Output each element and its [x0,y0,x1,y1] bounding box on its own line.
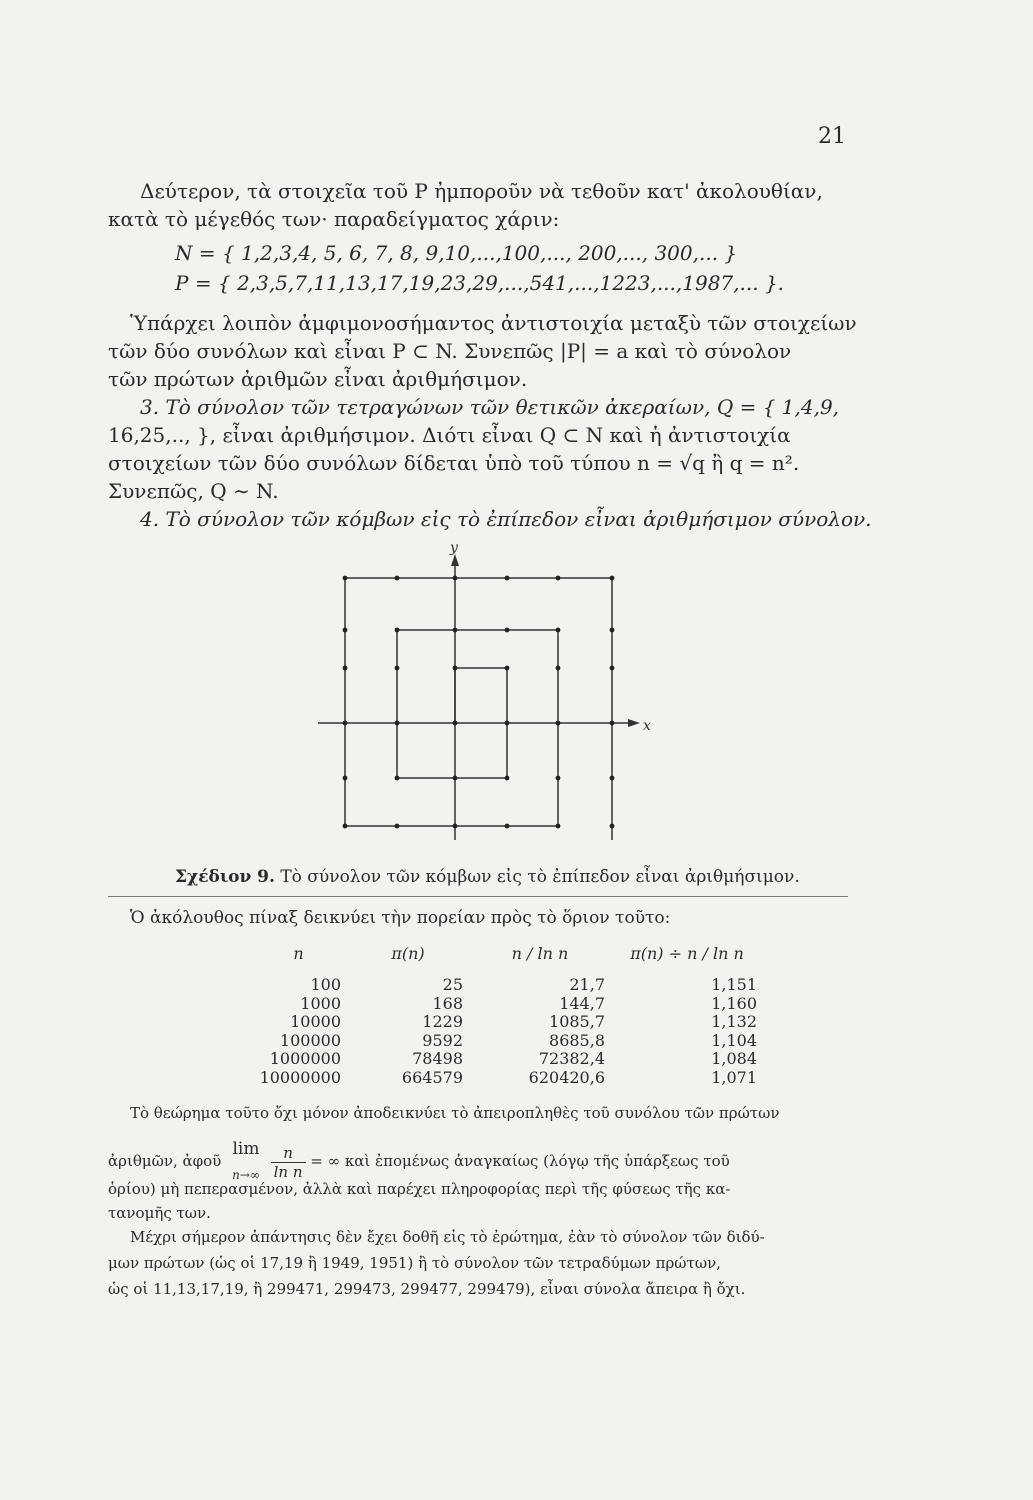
fraction: $\frac{n}{\text{ln n}}$ [271,1144,306,1181]
limit-line: ἀριθμῶν, ἀφοῦ lim n→∞ $\frac{n}{\text{ln n}}$ = ∞ καὶ ἐπομένως ἀναγκαίως (λόγῳ τῆς ὑπάρξεως τοῦ [108,1136,730,1188]
text-line: τανομῆς των. [108,1204,211,1222]
equation-n: N = { 1,2,3,4, 5, 6, 7, 8, 9,10,...,100,..., 200,..., 300,... } [175,241,738,265]
header-ratio: n / ln n [511,943,569,963]
text-line: 3. Τὸ σύνολον τῶν τετραγώνων τῶν θετικῶν ἀκεραίων, Q = { 1,4,9, [140,395,840,419]
spiral-path [345,578,612,840]
text-line: ὁρίου) μὴ πεπερασμένον, ἀλλὰ καὶ παρέχει πληροφορίας περὶ τῆς φύσεως τῆς κα- [108,1180,731,1198]
table-row: 10000000 664579 620420,6 1,071 [259,1067,757,1087]
header-n: n [293,943,304,963]
text-line: Μέχρι σήμερον ἀπάντησις δὲν ἔχει δοθῆ εἰς τὸ ἐρώτημα, ἐὰν τὸ σύνολον τῶν διδύ- [130,1228,765,1246]
limit-expression: lim n→∞ [232,1139,260,1182]
text-line: μων πρώτων (ὡς οἱ 17,19 ἢ 1949, 1951) ἢ τὸ σύνολον τῶν τετραδύμων πρώτων, [108,1254,721,1272]
y-label: y [450,540,458,556]
table-row: 100000 9592 8685,8 1,104 [279,1030,757,1050]
spiral-figure [300,540,660,850]
caption-text: Τὸ σύνολον τῶν κόμβων εἰς τὸ ἐπίπεδον εἶναι ἀριθμήσιμον. [280,867,800,887]
x-arrow-icon [628,719,640,727]
text-line: 4. Τὸ σύνολον τῶν κόμβων εἰς τὸ ἐπίπεδον εἶναι ἀριθμήσιμον σύνολον. [140,507,872,531]
page-number: 21 [818,124,846,149]
text-line: τῶν δύο συνόλων καὶ εἶναι P ⊂ N. Συνεπῶς |P| = a καὶ τὸ σύνολον [108,339,792,363]
x-label: x [643,718,651,734]
equation-p: P = { 2,3,5,7,11,13,17,19,23,29,...,541,...,1223,...,1987,... }. [175,271,785,295]
text-line: στοιχείων τῶν δύο συνόλων δίδεται ὑπὸ τοῦ τύπου n = √q ἢ q = n². [108,451,800,475]
text-line: κατὰ τὸ μέγεθός των· παραδείγματος χάριν: [108,207,560,231]
header-pi: π(n) [391,943,425,963]
caption-label: Σχέδιον 9. [175,867,275,887]
text-line: τῶν πρώτων ἀριθμῶν εἶναι ἀριθμήσιμον. [108,367,528,391]
table-intro: Ὁ ἀκόλουθος πίναξ δεικνύει τὴν πορείαν πρὸς τὸ ὅριον τοῦτο: [130,908,671,928]
text-line: ὡς οἱ 11,13,17,19, ἢ 299471, 299473, 299477, 299479), εἶναι σύνολα ἄπειρα ἢ ὄχι. [108,1280,746,1298]
figure-caption [175,864,800,890]
text-line: Τὸ θεώρημα τοῦτο ὄχι μόνον ἀποδεικνύει τὸ ἀπειροπληθὲς τοῦ συνόλου τῶν πρώτων [130,1104,780,1122]
table-row: 1000 168 144,7 1,160 [300,993,757,1013]
lattice-nodes [343,576,615,829]
table-header-row [250,930,763,976]
text-line: 16,25,.., }, εἶναι ἀριθμήσιμον. Διότι εἶναι Q ⊂ N καὶ ἡ ἀντιστοιχία [108,423,791,447]
text-line: Συνεπῶς, Q ∼ N. [108,479,279,503]
text-line: Ὑπάρχει λοιπὸν ἀμφιμονοσήμαντος ἀντιστοιχία μεταξὺ τῶν στοιχείων [130,311,857,335]
table-row: 10000 1229 1085,7 1,132 [290,1012,757,1032]
table-row: 100 25 21,7 1,151 [310,975,757,994]
table-row: 1000000 78498 72382,4 1,084 [269,1049,757,1069]
divider [108,896,848,897]
header-quotient: π(n) ÷ n / ln n [630,943,744,963]
text-line: Δεύτερον, τὰ στοιχεῖα τοῦ P ἠμποροῦν νὰ τεθοῦν κατ' ἀκολουθίαν, [140,179,823,203]
prime-table [250,930,763,1088]
